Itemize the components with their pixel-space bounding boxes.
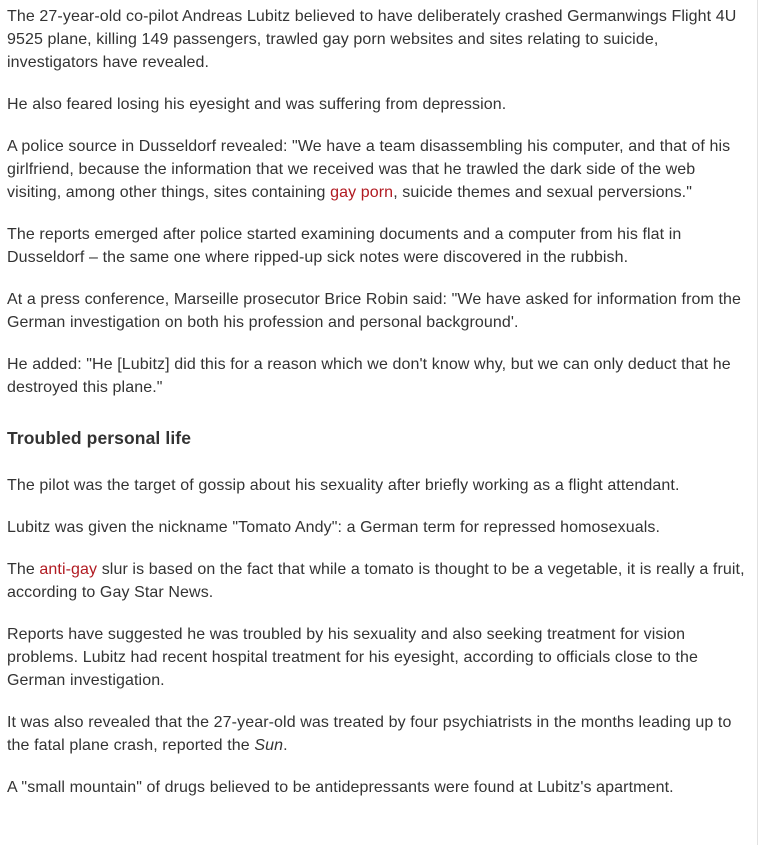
paragraph bbox=[7, 516, 752, 539]
paragraph bbox=[7, 623, 752, 692]
paragraph bbox=[7, 135, 752, 204]
paragraph-text: It was also revealed that the 27-year-old was treated by four psychiatrists in the months leading up to the fatal plane crash, reported the bbox=[7, 714, 732, 754]
publication-name: Sun bbox=[254, 737, 284, 754]
paragraph bbox=[7, 474, 752, 497]
paragraph-text: The reports emerged after police started examining documents and a computer from his flat in Dusseldorf – the same one where ripped-up sick notes were discovered in the rubbish. bbox=[7, 226, 682, 266]
paragraph-text: A police source in Dusseldorf revealed: "We have a team disassembling his computer, and that of his girlfriend, because the information that we received was that he trawled the dark side of the web visiting, among other things, sites containing bbox=[7, 138, 731, 201]
column-divider bbox=[757, 0, 758, 845]
paragraph bbox=[7, 711, 752, 757]
paragraph-text: The 27-year-old co-pilot Andreas Lubitz believed to have deliberately crashed Germanwings Flight 4U 9525 plane, killing 149 passengers, trawled gay porn websites and sites relating to suicide, investigators have revealed. bbox=[7, 8, 737, 71]
paragraph bbox=[7, 776, 752, 799]
paragraph-text: The pilot was the target of gossip about his sexuality after briefly working as a flight attendant. bbox=[7, 477, 680, 494]
anti-gay-link[interactable]: anti-gay bbox=[39, 561, 98, 578]
gay-porn-link[interactable]: gay porn bbox=[330, 184, 394, 201]
paragraph bbox=[7, 558, 752, 604]
paragraph-text: A "small mountain" of drugs believed to be antidepressants were found at Lubitz's apartment. bbox=[7, 779, 674, 796]
paragraph-text: Lubitz was given the nickname "Tomato Andy": a German term for repressed homosexuals. bbox=[7, 519, 661, 536]
section-heading: Troubled personal life bbox=[7, 428, 192, 448]
paragraph-text: At a press conference, Marseille prosecutor Brice Robin said: "We have asked for information from the German investigation on both his profession and personal background'. bbox=[7, 291, 742, 331]
paragraph-text: He added: "He [Lubitz] did this for a reason which we don't know why, but we can only deduct that he destroyed this plane." bbox=[7, 356, 731, 396]
paragraph-text: The bbox=[7, 561, 40, 578]
paragraph-text: . bbox=[283, 737, 288, 754]
paragraph bbox=[7, 223, 752, 269]
paragraph-text: Reports have suggested he was troubled by his sexuality and also seeking treatment for vision problems. Lubitz had recent hospital treatment for his eyesight, according to officials close to the German investigation. bbox=[7, 626, 698, 689]
paragraph-text: slur is based on the fact that while a tomato is thought to be a vegetable, it is really a fruit, according to Gay Star News. bbox=[7, 561, 745, 601]
paragraph bbox=[7, 288, 752, 334]
paragraph-text: He also feared losing his eyesight and was suffering from depression. bbox=[7, 96, 507, 113]
paragraph-text: , suicide themes and sexual perversions." bbox=[393, 184, 693, 201]
paragraph bbox=[7, 353, 752, 399]
paragraph bbox=[7, 93, 752, 116]
paragraph bbox=[7, 5, 752, 74]
